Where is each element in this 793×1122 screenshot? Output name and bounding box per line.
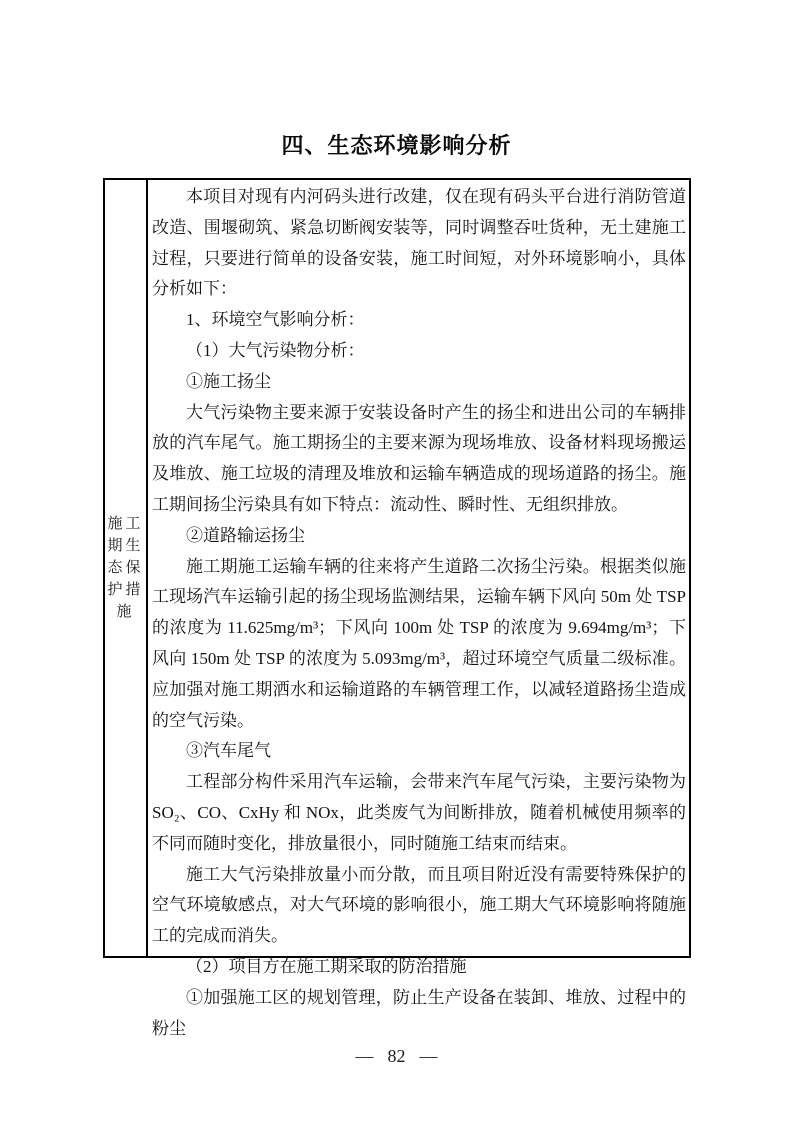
body-paragraph-item-1-heading: ①施工扬尘 [186, 371, 271, 391]
table-row-header-cell [105, 180, 148, 956]
body-paragraph-item-1-text: 大气污染物主要来源于安装设备时产生的扬尘和进出公司的车辆排放的汽车尾气。施工期扬尘的主要来源为现场堆放、设备材料现场搬运及堆放、施工垃圾的清理及堆放和运输车辆造成的现场道路的扬尘。施工期间扬尘污染具有如下特点：流动性、瞬时性、无组织排放。 [152, 402, 686, 514]
body-paragraph-item-3-text: 工程部分构件采用汽车运输，会带来汽车尾气污染，主要污染物为 SO₂、CO、CxHy 和 NOx，此类废气为间断排放，随着机械使用频率的不同而随时变化，排放量很小，同时随施工结束而结束。 [152, 772, 686, 853]
body-paragraph-measure-1: ①加强施工区的规划管理，防止生产设备在装卸、堆放、过程中的粉尘 [152, 987, 686, 1038]
page-footer [0, 1046, 793, 1067]
page-title: 四、生态环境影响分析 [281, 133, 512, 158]
table-body-cell [148, 180, 689, 1038]
body-paragraph-item-3-heading: ③汽车尾气 [186, 741, 271, 761]
body-paragraph-subsection-1: （1）大气污染物分析： [186, 340, 365, 360]
body-paragraph-section-1: 1、环境空气影响分析： [186, 310, 365, 330]
body-paragraph-item-2-text: 施工期施工运输车辆的往来将产生道路二次扬尘污染。根据类似施工现场汽车运输引起的扬尘现场监测结果，运输车辆下风向 50m 处 TSP 的浓度为 11.625mg/m³；下风向 100m 处 TSP 的浓度为 9.694mg/m³；下风向 150m 处 TSP 的浓度为 5.093mg/m³，超过环境空气质量二级标准。应加强对施工期洒水和运输道路的车辆管理工作，以减轻道路扬尘造成的空气污染。 [152, 556, 686, 730]
footer-dash-right: — [419, 1046, 438, 1066]
body-paragraph-item-2-heading: ②道路输运扬尘 [186, 525, 305, 545]
impact-analysis-table [103, 178, 691, 1038]
body-paragraph-summary: 施工大气污染排放量小而分散，而且项目附近没有需要特殊保护的空气环境敏感点，对大气环境的影响很小，施工期大气环境影响将随施工的完成而消失。 [152, 864, 686, 946]
body-paragraph-intro: 本项目对现有内河码头进行改建，仅在现有码头平台进行消防管道改造、围堰砌筑、紧急切断阀安装等，同时调整吞吐货种，无土建施工过程，只要进行简单的设备安装，施工时间短，对外环境影响小，具体分析如下： [152, 187, 686, 299]
row-header-label: 施工期生态保护措施 [107, 516, 144, 620]
footer-dash-left: — [355, 1046, 374, 1066]
body-paragraph-subsection-2: （2）项目方在施工期采取的防治措施 [186, 956, 467, 976]
page-number: 82 [387, 1046, 406, 1066]
